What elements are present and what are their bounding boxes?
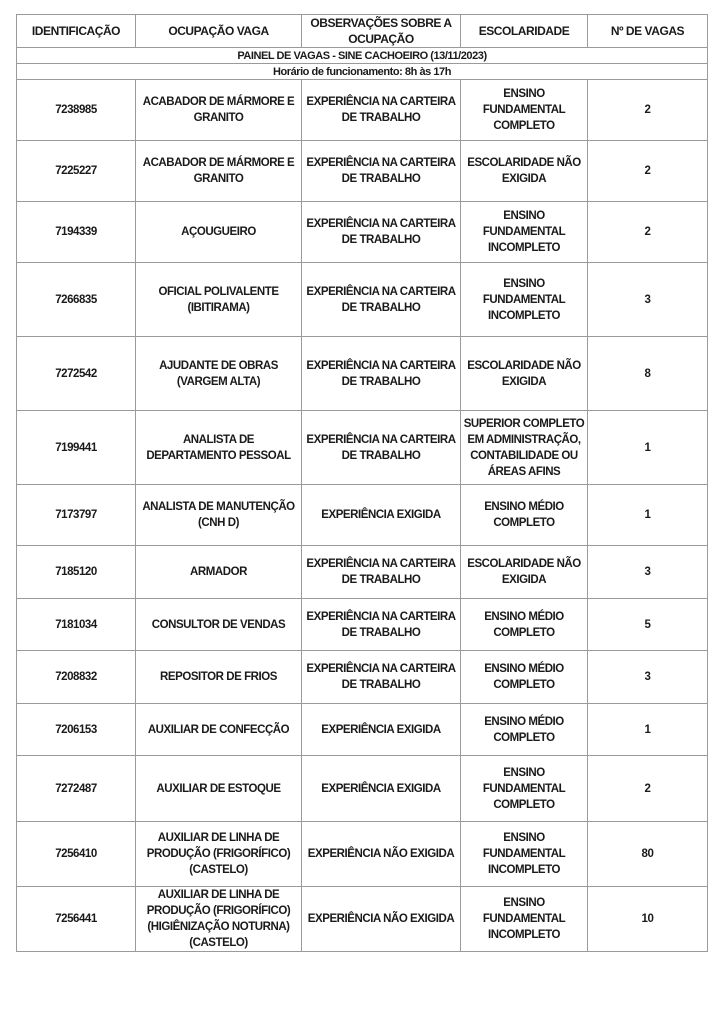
page-title: PAINEL DE VAGAS - SINE CACHOEIRO (13/11/2023) (17, 48, 708, 64)
cell-id: 7225227 (17, 141, 136, 202)
cell-line: DE TRABALHO (341, 626, 421, 639)
cell-observations (302, 822, 461, 887)
cell-vacancies: 1 (588, 704, 708, 756)
cell-line: (CASTELO) (189, 937, 248, 949)
cell-line: AUXILIAR DE CONFECÇÃO (147, 723, 290, 736)
cell-observations (302, 485, 461, 546)
table-row (17, 141, 708, 202)
cell-line: COMPLETO (493, 626, 555, 639)
cell-line: GRANITO (193, 173, 244, 185)
cell-line: EXIGIDA (501, 375, 547, 388)
cell-id: 7173797 (17, 485, 136, 546)
cell-line: ARMADOR (190, 566, 247, 578)
cell-line: COMPLETO (493, 679, 555, 691)
cell-education (461, 756, 588, 822)
cell-line: EXIGIDA (501, 574, 547, 586)
cell-id: 7206153 (17, 704, 136, 756)
cell-line: (CASTELO) (189, 864, 248, 876)
cell-occupation (136, 411, 302, 485)
cell-education (461, 202, 588, 263)
cell-observations (302, 756, 461, 822)
cell-line: EXPERIÊNCIA NÃO EXIGIDA (307, 913, 455, 925)
cell-line: REPOSITOR DE FRIOS (160, 671, 277, 683)
table-row (17, 202, 708, 263)
cell-line: ENSINO (503, 832, 545, 844)
cell-occupation (136, 202, 302, 263)
cell-line: EXPERIÊNCIA NA CARTEIRA (306, 157, 456, 169)
cell-occupation (136, 141, 302, 202)
cell-line: COMPLETO (493, 731, 555, 744)
cell-line: EXPERIÊNCIA EXIGIDA (321, 509, 441, 521)
cell-observations (302, 263, 461, 337)
cell-vacancies: 2 (588, 756, 708, 822)
cell-line: FUNDAMENTAL (482, 104, 566, 116)
cell-id: 7199441 (17, 411, 136, 485)
cell-id: 7208832 (17, 651, 136, 704)
cell-line: (HIGIÊNIZAÇÃO NOTURNA) (147, 921, 290, 933)
cell-id: 7272487 (17, 756, 136, 822)
cell-observations (302, 411, 461, 485)
cell-line: SUPERIOR COMPLETO (463, 417, 585, 430)
cell-line: (IBITIRAMA) (187, 301, 250, 314)
cell-line: ACABADOR DE MÁRMORE E (142, 157, 295, 169)
cell-occupation (136, 599, 302, 651)
cell-vacancies: 3 (588, 263, 708, 337)
cell-education (461, 337, 588, 411)
cell-vacancies: 1 (588, 485, 708, 546)
cell-id: 7266835 (17, 263, 136, 337)
cell-line: ACABADOR DE MÁRMORE E (142, 96, 295, 108)
cell-occupation (136, 651, 302, 704)
cell-line: DE TRABALHO (341, 173, 421, 185)
cell-vacancies: 8 (588, 337, 708, 411)
cell-line: AUXILIAR DE LINHA DE (157, 832, 280, 844)
cell-education (461, 651, 588, 704)
cell-line: PRODUÇÃO (FRIGORÍFICO) (146, 905, 291, 917)
cell-line: ENSINO (503, 277, 545, 290)
table-row (17, 822, 708, 887)
cell-line: DE TRABALHO (341, 679, 421, 691)
cell-line: EXPERIÊNCIA NA CARTEIRA (306, 96, 456, 108)
header-line: OBSERVAÇÕES SOBRE A (310, 16, 452, 30)
table-row (17, 263, 708, 337)
cell-line: INCOMPLETO (488, 309, 560, 322)
cell-line: DE TRABALHO (341, 375, 421, 388)
cell-occupation (136, 263, 302, 337)
cell-line: ENSINO (503, 210, 545, 222)
cell-observations (302, 337, 461, 411)
cell-line: EXPERIÊNCIA NÃO EXIGIDA (307, 848, 455, 860)
cell-line: AÇOUGUEIRO (181, 226, 256, 238)
cell-line: COMPLETO (493, 120, 555, 132)
cell-line: EXPERIÊNCIA EXIGIDA (321, 782, 441, 795)
cell-education (461, 141, 588, 202)
cell-line: COMPLETO (493, 798, 555, 811)
column-header-occupation: OCUPAÇÃO VAGA (136, 15, 302, 48)
cell-line: ESCOLARIDADE NÃO (467, 359, 581, 372)
header-line: OCUPAÇÃO (348, 32, 414, 46)
cell-occupation (136, 337, 302, 411)
cell-occupation (136, 756, 302, 822)
cell-line: EXPERIÊNCIA NA CARTEIRA (306, 433, 456, 446)
cell-line: AJUDANTE DE OBRAS (159, 359, 278, 372)
cell-id: 7185120 (17, 546, 136, 599)
cell-observations (302, 202, 461, 263)
cell-line: COMPLETO (493, 517, 555, 529)
cell-vacancies: 5 (588, 599, 708, 651)
column-header-observations (302, 15, 461, 48)
cell-line: EXPERIÊNCIA NA CARTEIRA (306, 610, 456, 623)
cell-id: 7256441 (17, 887, 136, 952)
cell-line: (VARGEM ALTA) (176, 375, 261, 388)
hours-row (17, 64, 708, 80)
cell-education (461, 704, 588, 756)
cell-education (461, 263, 588, 337)
cell-line: ENSINO MÉDIO (484, 663, 564, 675)
cell-education (461, 822, 588, 887)
cell-line: EM ADMINISTRAÇÃO, (467, 433, 581, 446)
job-vacancy-sheet (16, 14, 707, 952)
cell-line: DE TRABALHO (341, 574, 421, 586)
cell-line: ENSINO MÉDIO (484, 501, 564, 513)
cell-observations (302, 80, 461, 141)
cell-education (461, 485, 588, 546)
cell-line: EXPERIÊNCIA NA CARTEIRA (306, 663, 456, 675)
cell-line: FUNDAMENTAL (482, 293, 566, 306)
cell-occupation (136, 485, 302, 546)
cell-line: ANALISTA DE MANUTENÇÃO (142, 501, 295, 513)
cell-line: FUNDAMENTAL (482, 848, 566, 860)
cell-occupation (136, 546, 302, 599)
cell-line: DEPARTAMENTO PESSOAL (146, 449, 291, 462)
cell-line: EXPERIÊNCIA NA CARTEIRA (306, 558, 456, 570)
cell-education (461, 887, 588, 952)
cell-observations (302, 704, 461, 756)
cell-line: ESCOLARIDADE NÃO (467, 157, 581, 169)
cell-observations (302, 546, 461, 599)
cell-vacancies: 3 (588, 651, 708, 704)
cell-line: ENSINO (503, 766, 545, 779)
cell-id: 7272542 (17, 337, 136, 411)
cell-line: EXPERIÊNCIA NA CARTEIRA (306, 218, 456, 230)
cell-occupation (136, 80, 302, 141)
cell-line: INCOMPLETO (488, 242, 560, 254)
cell-line: OFICIAL POLIVALENTE (158, 285, 279, 298)
cell-vacancies: 1 (588, 411, 708, 485)
cell-line: DE TRABALHO (341, 112, 421, 124)
cell-line: INCOMPLETO (488, 864, 560, 876)
cell-id: 7256410 (17, 822, 136, 887)
vacancy-table (16, 14, 708, 952)
cell-vacancies: 80 (588, 822, 708, 887)
cell-line: CONSULTOR DE VENDAS (151, 618, 286, 631)
table-row (17, 887, 708, 952)
cell-id: 7181034 (17, 599, 136, 651)
cell-line: EXPERIÊNCIA NA CARTEIRA (306, 285, 456, 298)
column-header-vacancies: Nº DE VAGAS (588, 15, 708, 48)
cell-vacancies: 2 (588, 141, 708, 202)
cell-line: ENSINO MÉDIO (484, 715, 564, 728)
cell-observations (302, 651, 461, 704)
opening-hours: Horário de funcionamento: 8h às 17h (17, 64, 708, 80)
cell-line: EXPERIÊNCIA EXIGIDA (321, 723, 441, 736)
table-row (17, 599, 708, 651)
table-row (17, 546, 708, 599)
cell-observations (302, 599, 461, 651)
cell-vacancies: 2 (588, 80, 708, 141)
cell-line: (CNH D) (198, 517, 239, 529)
cell-line: FUNDAMENTAL (482, 226, 566, 238)
cell-line: FUNDAMENTAL (482, 913, 566, 925)
cell-line: ENSINO MÉDIO (484, 610, 564, 623)
table-row (17, 485, 708, 546)
cell-line: FUNDAMENTAL (482, 782, 566, 795)
cell-observations (302, 887, 461, 952)
header-row (17, 15, 708, 48)
cell-education (461, 599, 588, 651)
table-body (17, 80, 708, 952)
cell-occupation (136, 822, 302, 887)
table-row (17, 411, 708, 485)
cell-line: DE TRABALHO (341, 234, 421, 246)
table-row (17, 337, 708, 411)
title-row (17, 48, 708, 64)
cell-line: DE TRABALHO (341, 449, 421, 462)
cell-vacancies: 2 (588, 202, 708, 263)
cell-line: DE TRABALHO (341, 301, 421, 314)
cell-line: ENSINO (503, 88, 545, 100)
cell-line: AUXILIAR DE ESTOQUE (156, 782, 281, 795)
cell-line: INCOMPLETO (488, 929, 560, 941)
column-header-education: ESCOLARIDADE (461, 15, 588, 48)
cell-line: ENSINO (503, 897, 545, 909)
cell-vacancies: 3 (588, 546, 708, 599)
cell-education (461, 80, 588, 141)
cell-id: 7194339 (17, 202, 136, 263)
table-row (17, 704, 708, 756)
cell-line: ESCOLARIDADE NÃO (467, 558, 581, 570)
cell-line: PRODUÇÃO (FRIGORÍFICO) (146, 848, 291, 860)
table-row (17, 756, 708, 822)
cell-education (461, 411, 588, 485)
column-header-id: IDENTIFICAÇÃO (17, 15, 136, 48)
table-row (17, 80, 708, 141)
cell-occupation (136, 887, 302, 952)
cell-line: EXPERIÊNCIA NA CARTEIRA (306, 359, 456, 372)
cell-occupation (136, 704, 302, 756)
cell-line: AUXILIAR DE LINHA DE (157, 889, 280, 901)
cell-line: GRANITO (193, 112, 244, 124)
cell-observations (302, 141, 461, 202)
cell-id: 7238985 (17, 80, 136, 141)
cell-line: ÁREAS AFINS (487, 465, 561, 478)
cell-line: EXIGIDA (501, 173, 547, 185)
cell-line: CONTABILIDADE OU (470, 449, 578, 462)
cell-line: ANALISTA DE (182, 433, 255, 446)
cell-education (461, 546, 588, 599)
table-row (17, 651, 708, 704)
cell-vacancies: 10 (588, 887, 708, 952)
